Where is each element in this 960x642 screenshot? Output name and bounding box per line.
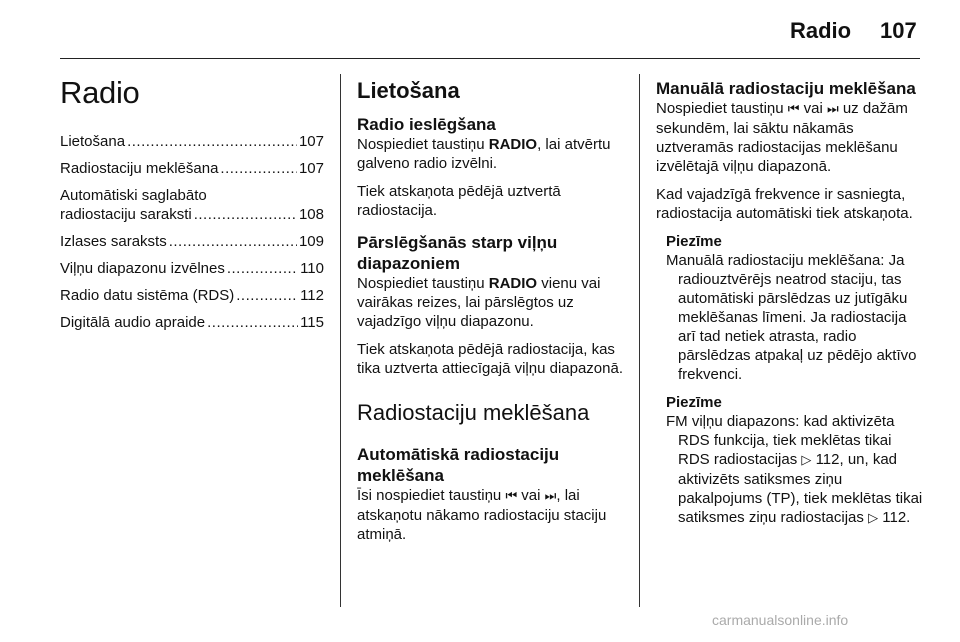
column-divider (639, 74, 640, 607)
toc-entry-label-line1: Automātiski saglabāto (60, 187, 207, 204)
radio-key-label: RADIO (488, 136, 538, 153)
seek-back-icon: ⏮ (505, 489, 518, 504)
column-divider (340, 74, 341, 607)
note-label: Piezīme (666, 394, 722, 411)
toc-entry-page: 109 (298, 233, 324, 250)
paragraph: Nospiediet taustiņu RADIO vienu vai vairākas reizes, lai pārslēgtos uz vajadzīgo viļņu diapazonu. (357, 275, 601, 330)
section-heading: Radiostaciju meklēšana (357, 400, 590, 425)
radio-key-label: RADIO (488, 275, 538, 292)
note-text: Manuālā radiostaciju meklēšana: Ja radiouztvērējs neatrod staciju, tas automātiski pārslēdzas uz jutīgāku meklēšanas līmeni. Ja radiostacija arī tad netiek atrasta, radio pārslēdzas atpakaļ uz pēdējo aktīvo frekvenci. (666, 252, 917, 383)
subsection-heading: Manuālā radiostaciju meklēšana (656, 79, 916, 98)
header-page-number: 107 (880, 18, 917, 43)
toc-entry[interactable] (60, 232, 324, 251)
seek-forward-icon: ⏭ (826, 102, 839, 117)
paragraph: Nospiediet taustiņu RADIO, lai atvērtu galveno radio izvēlni. (357, 136, 611, 172)
toc-column (60, 76, 324, 340)
toc-entry[interactable] (60, 186, 324, 224)
seek-back-icon: ⏮ (787, 102, 800, 117)
toc-entry-label: Viļņu diapazonu izvēlnes (60, 260, 225, 277)
right-column (656, 78, 924, 537)
paragraph: Īsi nospiediet taustiņu ⏮ vai ⏭, lai atskaņotu nākamo radiostaciju staciju atmiņā. (357, 487, 607, 543)
toc-entry-page: 107 (298, 160, 324, 177)
note-box (666, 232, 924, 528)
toc-entry-page: 110 (300, 260, 324, 277)
page-reference-icon: ▷ (801, 453, 812, 468)
toc-entry-label: Radio datu sistēma (RDS) (60, 287, 235, 304)
page-reference-icon: ▷ (868, 511, 879, 526)
subsection-heading: Pārslēgšanās starp viļņu diapazoniem (357, 233, 558, 273)
toc-entry[interactable] (60, 313, 324, 332)
watermark: carmanualsonline.info (712, 612, 849, 628)
subsection-heading: Automātiskā radiostaciju meklēšana (357, 445, 560, 485)
paragraph: Kad vajadzīgā frekvence ir sasniegta, radiostacija automātiski tiek atskaņota. (656, 186, 913, 222)
middle-column (357, 78, 627, 553)
note-text: FM viļņu diapazons: kad aktivizēta RDS funkcija, tiek meklētas tikai RDS radiostacijas ▷ 112, un, kad aktivizēts satiksmes ziņu pakalpojums (TP), tiek meklētas tikai satiksmes ziņu radiostacijas ▷ 112. (666, 413, 923, 526)
header-title: Radio (790, 18, 852, 43)
toc-entry-label: Digitālā audio apraide (60, 314, 206, 331)
seek-forward-icon: ⏭ (544, 489, 557, 504)
paragraph: Nospiediet taustiņu ⏮ vai ⏭ uz dažām sekundēm, lai sāktu nākamās uztveramās radiostacijas meklēšanu izvēlētajā viļņu diapazonā. (656, 100, 908, 175)
subsection-heading: Radio ieslēgšana (357, 115, 496, 134)
toc-entry-label: Radiostaciju meklēšana (60, 160, 219, 177)
paragraph: Tiek atskaņota pēdējā uztvertā radiostacija. (357, 183, 561, 219)
toc-entry-page: 115 (300, 314, 324, 331)
chapter-title: Radio (60, 75, 140, 110)
toc-entry-label: Lietošana (60, 133, 126, 150)
section-heading: Lietošana (357, 78, 460, 103)
toc-list (60, 132, 324, 332)
toc-entry-page: 107 (298, 133, 324, 150)
toc-entry[interactable] (60, 132, 324, 151)
toc-entry-page: 108 (298, 206, 324, 223)
note-label: Piezīme (666, 233, 722, 250)
toc-entry[interactable] (60, 159, 324, 178)
page-reference[interactable]: 112 (815, 451, 840, 468)
header-rule (60, 58, 920, 59)
toc-entry-page: 112 (300, 287, 324, 304)
page-reference[interactable]: 112 (882, 509, 907, 526)
toc-entry[interactable] (60, 286, 324, 305)
toc-entry-label: radiostaciju saraksti (60, 206, 192, 223)
paragraph: Tiek atskaņota pēdējā radiostacija, kas tika uztverta attiecīgajā viļņu diapazonā. (357, 341, 623, 377)
toc-entry[interactable] (60, 259, 324, 278)
toc-entry-label: Izlases saraksts (60, 233, 167, 250)
